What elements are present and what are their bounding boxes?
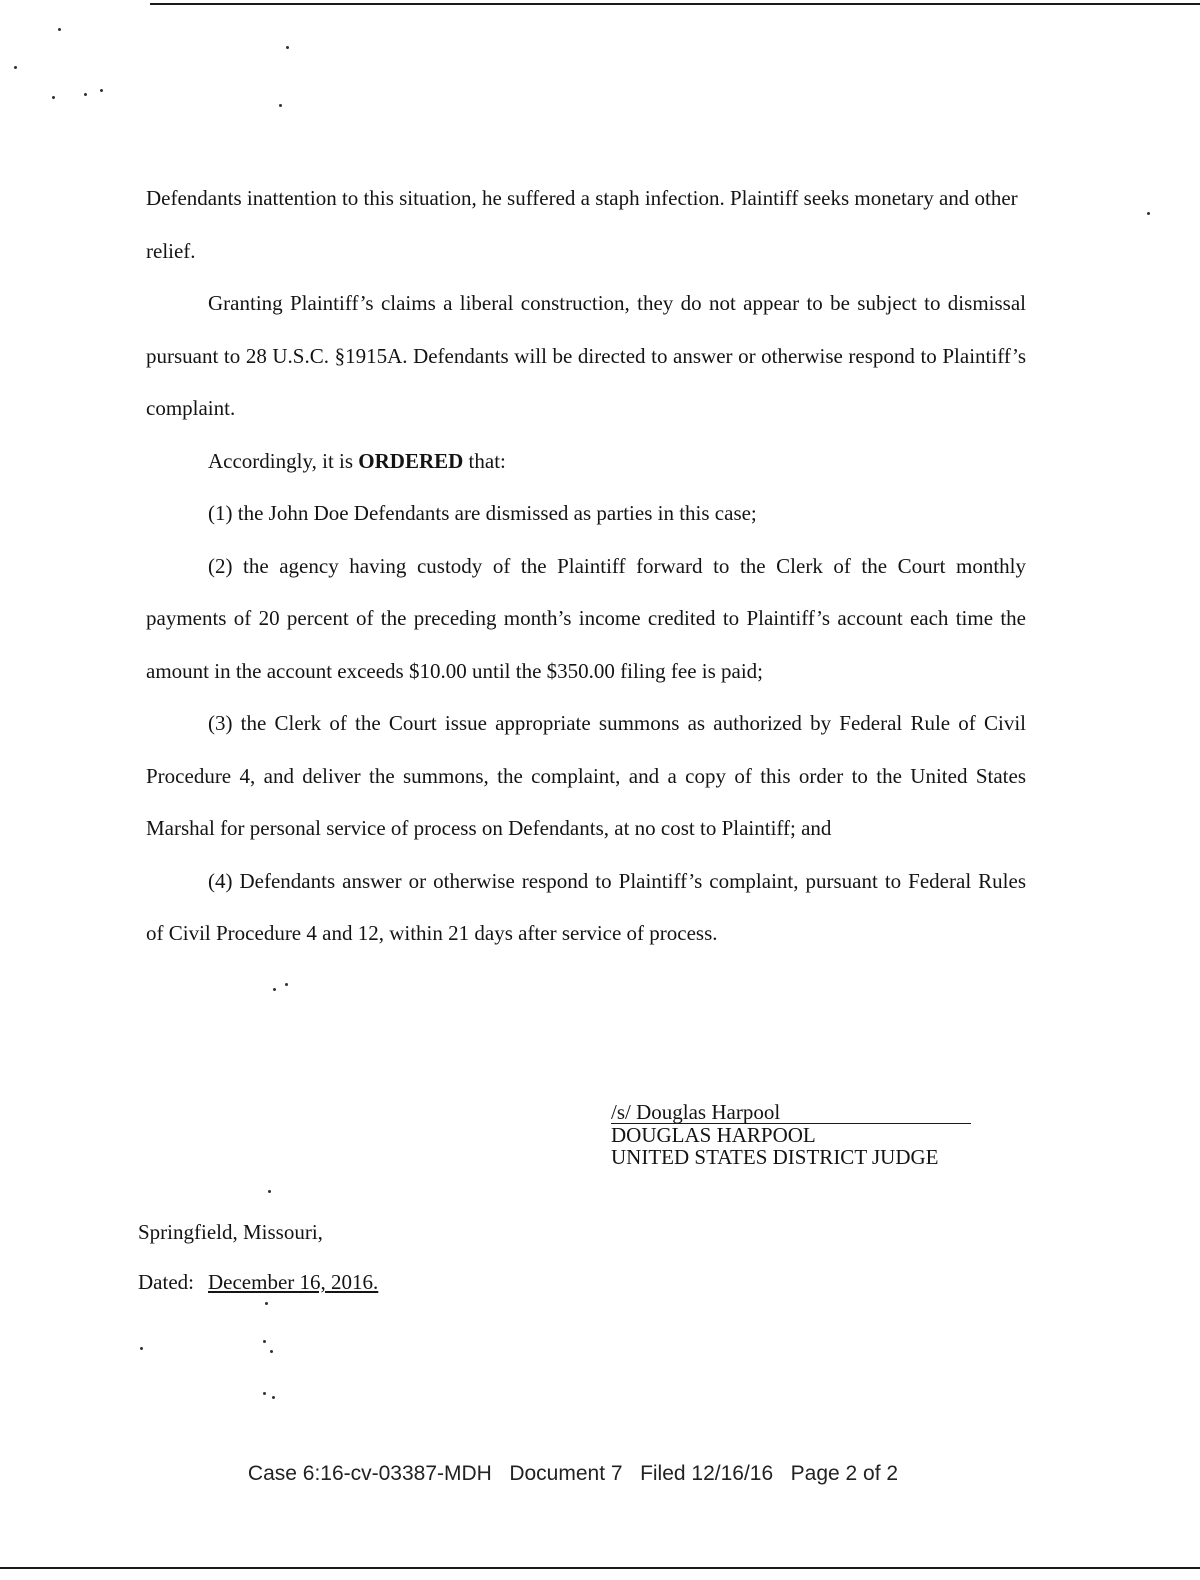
judge-name: DOUGLAS HARPOOL: [611, 1123, 816, 1147]
order-item-1: (1) the John Doe Defendants are dismissed as parties in this case;: [208, 501, 757, 525]
top-rule: [150, 3, 1200, 5]
signature-line: [611, 1101, 971, 1124]
scan-speck: [84, 93, 87, 96]
order-item-4: (4) Defendants answer or otherwise respond to Plaintiff’s complaint, pursuant to Federal Rules of Civil Procedure 4 and 12, within 21 days after service of process.: [146, 868, 1026, 945]
paragraph: Defendants inattention to this situation, he suffered a staph infection. Plaintiff seeks monetary and other relief.: [146, 186, 1018, 263]
bottom-rule: [0, 1567, 1200, 1569]
scan-speck: [100, 89, 103, 92]
scan-speck: [279, 104, 282, 107]
judge-title: UNITED STATES DISTRICT JUDGE: [611, 1145, 939, 1169]
scan-speck: [263, 1340, 266, 1343]
order-item-3: (3) the Clerk of the Court issue appropriate summons as authorized by Federal Rule of Civil Procedure 4, and deliver the summons, the complaint, and a copy of this order to the United States Marshal for personal service of process on Defendants, at no cost to Plaintiff; and: [146, 711, 1026, 840]
electronic-signature: /s/ Douglas Harpool: [611, 1100, 781, 1124]
scan-speck: [273, 988, 276, 991]
scan-speck: [286, 46, 289, 49]
place: Springfield, Missouri,: [138, 1220, 323, 1244]
case-footer: Case 6:16-cv-03387-MDH Document 7 Filed 12/16/16 Page 2 of 2: [247, 1462, 899, 1485]
scan-speck: [1147, 212, 1150, 215]
scan-speck: [58, 28, 61, 31]
order-body: [146, 172, 1026, 960]
dated-value: December 16, 2016.: [207, 1270, 379, 1294]
order-intro-tail: that:: [468, 448, 506, 473]
scan-speck: [263, 1392, 266, 1395]
scan-speck: [272, 1396, 275, 1399]
order-intro: [146, 435, 1026, 488]
scan-speck: [14, 66, 17, 69]
scan-speck: [52, 96, 55, 99]
ordered-keyword: ORDERED: [358, 448, 464, 473]
signature-block: [611, 1101, 971, 1168]
scan-speck: [265, 1302, 268, 1305]
dated-line: [138, 1270, 378, 1295]
order-item-2: (2) the agency having custody of the Plaintiff forward to the Clerk of the Court monthly payments of 20 percent of the preceding month’s income credited to Plaintiff’s account each time the amount in the account exceeds $10.00 until the $350.00 filing fee is paid;: [146, 553, 1026, 683]
paragraph: Granting Plaintiff’s claims a liberal construction, they do not appear to be subject to dismissal pursuant to 28 U.S.C. §1915A. Defendants will be directed to answer or otherwise respond to Plaintiff’s complaint.: [146, 291, 1026, 420]
scan-speck: [268, 1190, 271, 1193]
scan-speck: [140, 1347, 143, 1350]
scan-speck: [270, 1350, 273, 1353]
dated-label: Dated:: [138, 1270, 194, 1294]
scan-speck: [285, 983, 288, 986]
order-intro-lead: Accordingly, it is: [208, 448, 354, 473]
